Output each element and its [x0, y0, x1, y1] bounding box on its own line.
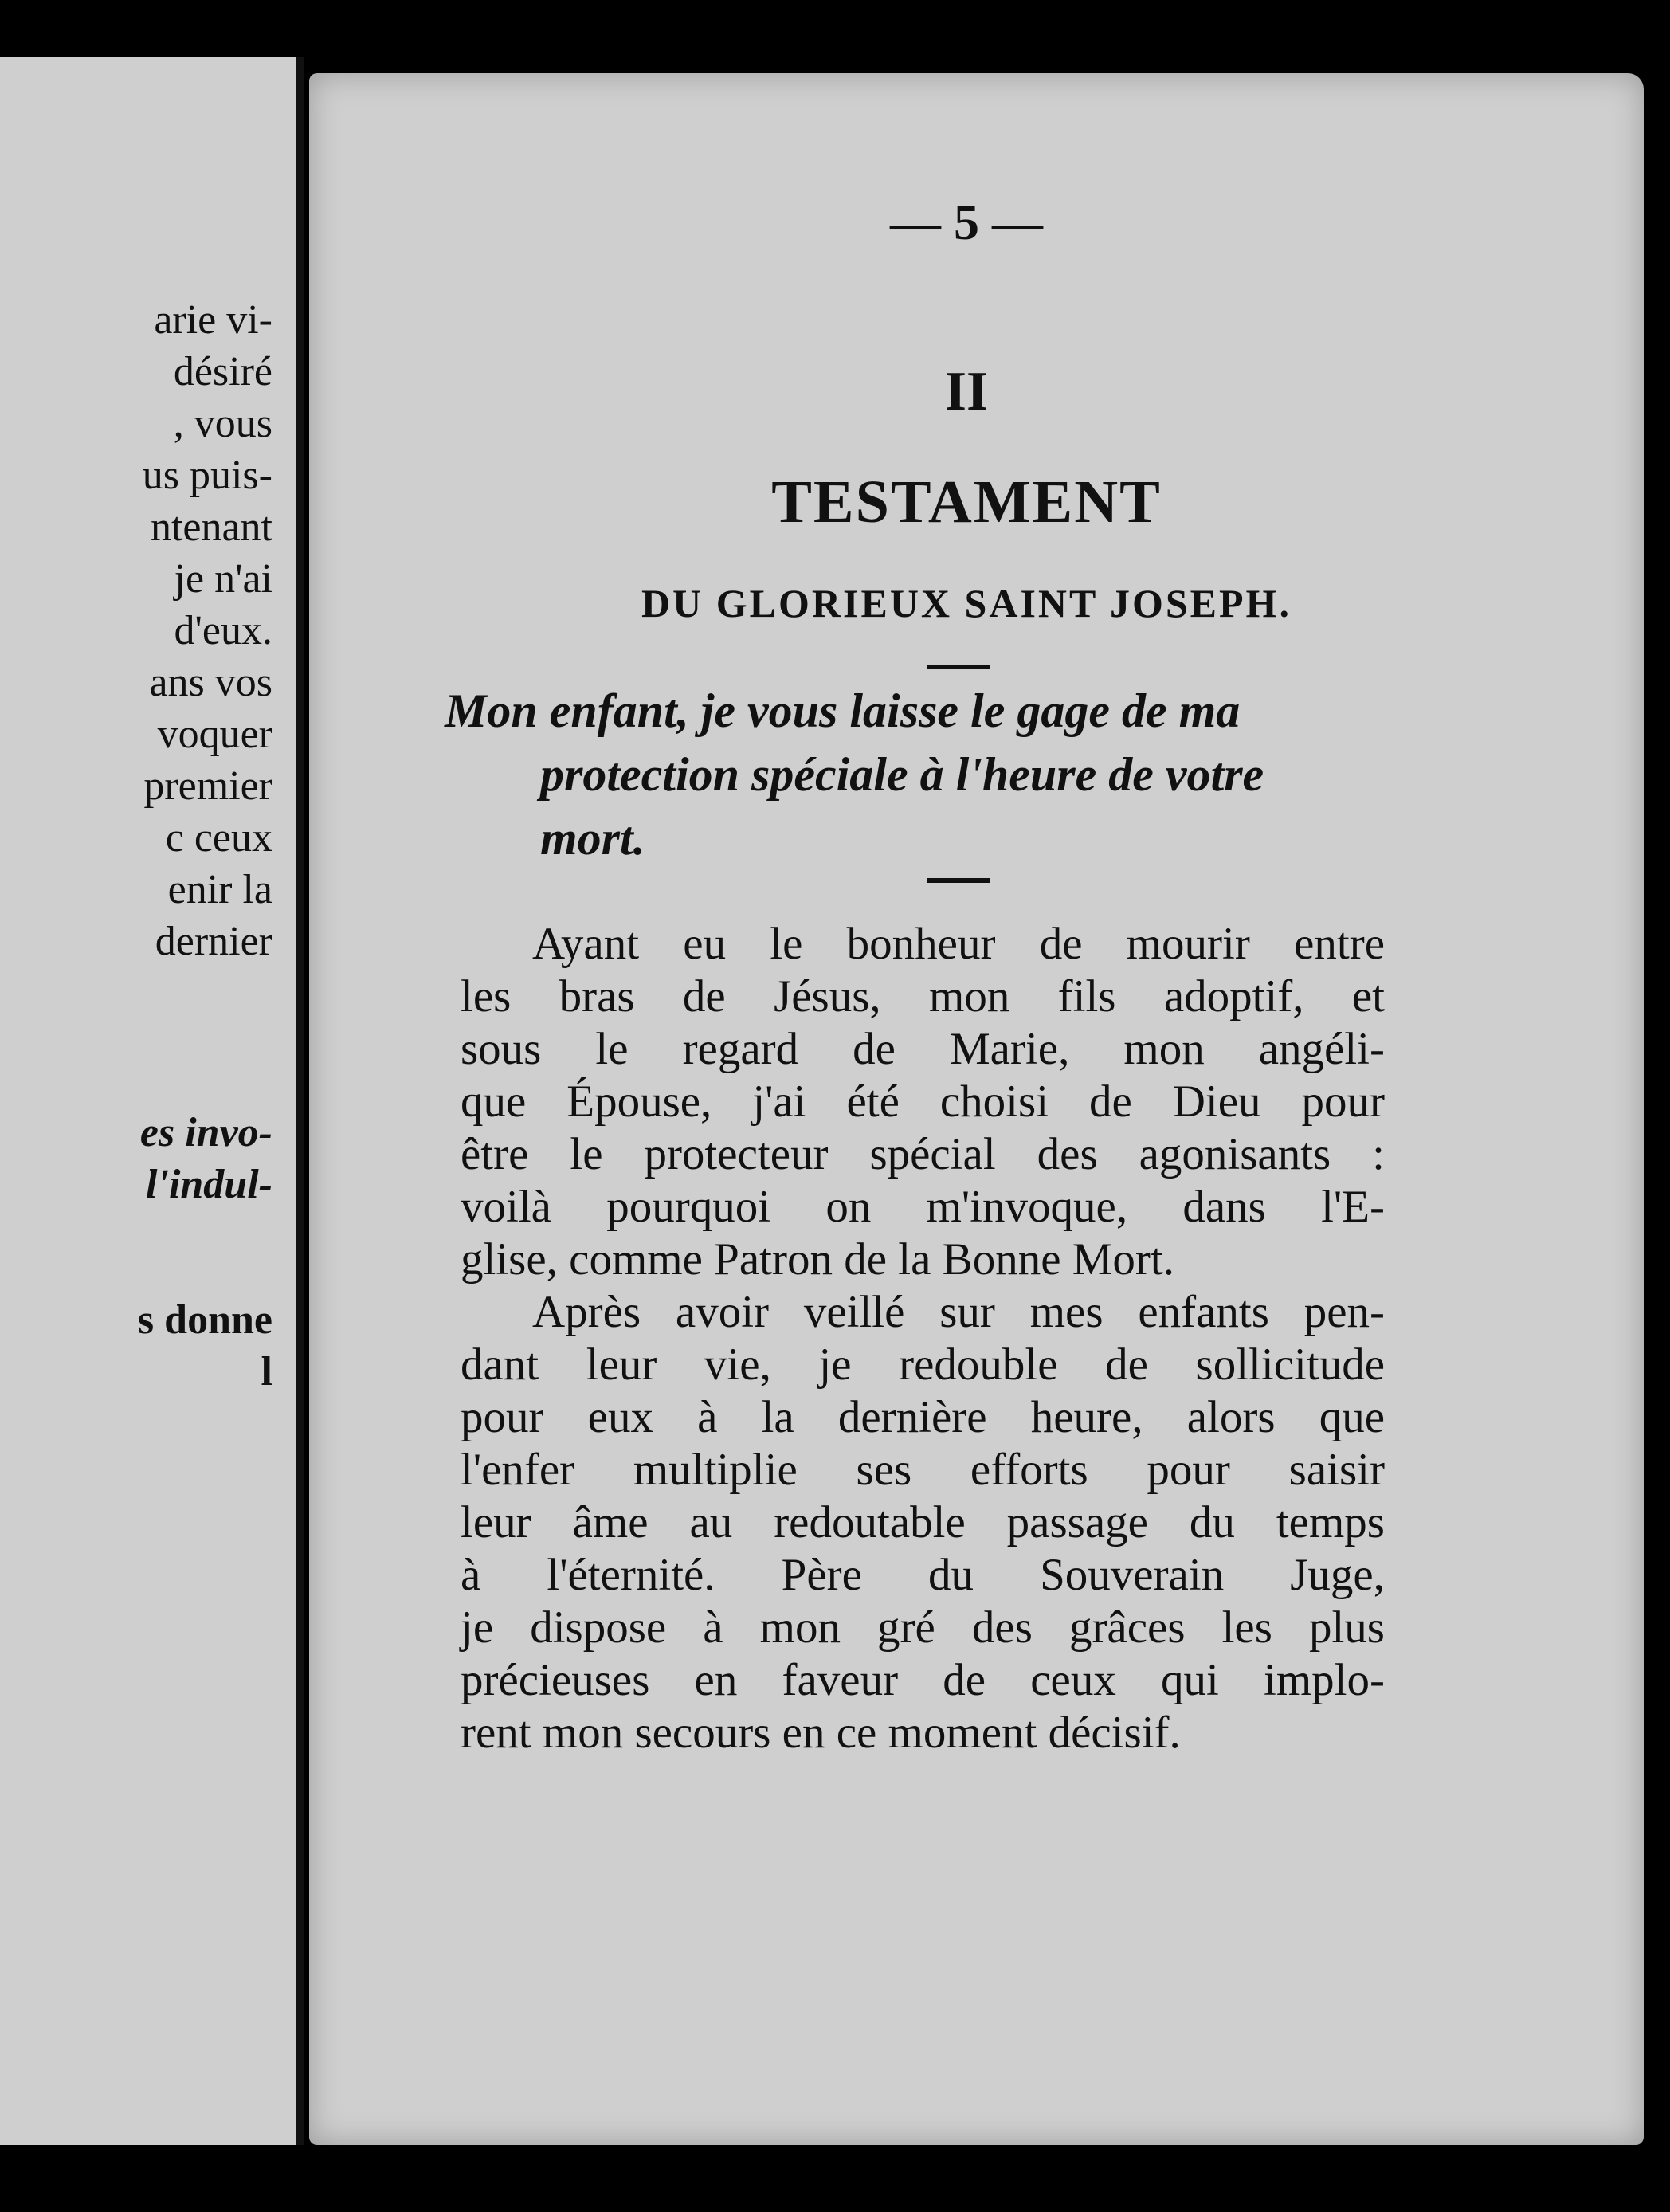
left-page-line: enir la	[167, 867, 272, 912]
left-page-line: ans vos	[149, 660, 272, 705]
chapter-subtitle: DU GLORIEUX SAINT JOSEPH.	[641, 581, 1292, 626]
left-page-line: désiré	[173, 349, 272, 394]
chapter-number: II	[944, 361, 989, 422]
body-line: l'enfer multiplie ses efforts pour saisir	[461, 1445, 1385, 1495]
epigraph-line: protection spéciale à l'heure de votre	[540, 748, 1264, 801]
right-page	[309, 73, 1644, 2145]
body-line: glise, comme Patron de la Bonne Mort.	[461, 1234, 1174, 1284]
epigraph-line: Mon enfant, je vous laisse le gage de ma	[445, 684, 1241, 737]
body-line: voilà pourquoi on m'invoque, dans l'E-	[461, 1182, 1385, 1232]
left-page-line: es invo-	[139, 1110, 272, 1155]
left-page-line: d'eux.	[174, 608, 272, 653]
left-page-line: dernier	[155, 919, 272, 964]
body-line: Après avoir veillé sur mes enfants pen-	[532, 1287, 1385, 1337]
body-line: rent mon secours en ce moment décisif.	[461, 1708, 1181, 1758]
left-page-line: ntenant	[150, 504, 272, 550]
left-page-line: us puis-	[142, 453, 272, 498]
left-page-line: s donne	[137, 1297, 272, 1343]
body-line: Ayant eu le bonheur de mourir entre	[532, 919, 1385, 969]
divider-top	[927, 665, 990, 669]
body-text	[461, 918, 1385, 1759]
body-line: que Épouse, j'ai été choisi de Dieu pour	[461, 1077, 1385, 1127]
left-page-line: l'indul-	[146, 1162, 272, 1207]
left-page-line: je n'ai	[174, 556, 272, 602]
body-line: être le protecteur spécial des agonisants :	[461, 1129, 1385, 1179]
left-page-line: , vous	[173, 401, 272, 446]
left-page	[0, 57, 304, 2145]
left-page-line: voquer	[157, 712, 272, 757]
page-number: — 5 —	[890, 194, 1043, 250]
body-line: les bras de Jésus, mon fils adoptif, et	[461, 971, 1385, 1022]
body-line: sous le regard de Marie, mon angéli-	[461, 1024, 1385, 1074]
left-page-line: arie vi-	[154, 297, 272, 343]
chapter-title: TESTAMENT	[771, 469, 1162, 535]
body-line: précieuses en faveur de ceux qui implo-	[461, 1655, 1385, 1705]
left-page-line: c ceux	[165, 815, 272, 861]
left-page-line: l	[261, 1349, 272, 1394]
body-line: je dispose à mon gré des grâces les plus	[461, 1602, 1385, 1653]
body-line: pour eux à la dernière heure, alors que	[461, 1392, 1385, 1442]
epigraph-line: mort.	[540, 812, 645, 865]
divider-bottom	[927, 878, 990, 883]
body-line: à l'éternité. Père du Souverain Juge,	[461, 1550, 1385, 1600]
body-line: leur âme au redoutable passage du temps	[461, 1497, 1385, 1547]
body-line: dant leur vie, je redouble de sollicitude	[461, 1339, 1385, 1390]
left-page-line: premier	[143, 763, 272, 809]
epigraph	[445, 679, 1401, 870]
